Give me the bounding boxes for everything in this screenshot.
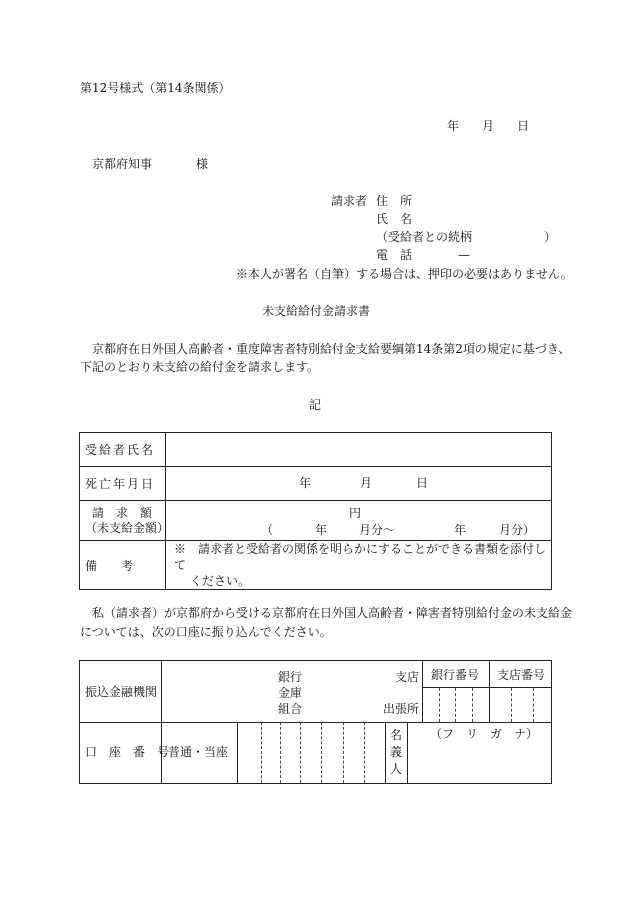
addressee: 京都府知事	[92, 157, 153, 171]
account-number-label: 口 座 番 号	[85, 745, 170, 759]
recipient-name-label: 受給者氏名	[80, 433, 166, 467]
bank-table	[79, 660, 552, 784]
phone-dash: —	[458, 248, 470, 262]
period-month-2: 月分）	[499, 522, 536, 537]
account-type-divider	[237, 722, 238, 783]
branch-label: 支店	[395, 670, 420, 684]
period-year-2: 年	[454, 522, 467, 537]
row-divider	[80, 722, 551, 723]
death-month: 月	[360, 475, 373, 490]
col-divider-bankno	[422, 661, 423, 722]
name-label: 氏 名	[376, 212, 413, 226]
holder-divider-2	[407, 722, 408, 783]
holder-label-1: 名	[390, 728, 403, 742]
bank-number-label: 銀行番号	[431, 668, 480, 682]
branch-number-label: 支店番号	[497, 668, 546, 682]
death-date-field[interactable]	[166, 467, 552, 501]
claim-amount-field[interactable]	[166, 501, 552, 541]
document-title: 未支給給付金請求書	[262, 304, 371, 318]
furigana-label: （フ リ ガ ナ）	[430, 727, 539, 741]
ki-heading: 記	[309, 398, 322, 412]
account-type: 普通・当座	[168, 745, 229, 759]
date-day-label: 日	[517, 119, 530, 133]
claim-amount-label-2: （未支給金額）	[85, 520, 170, 535]
number-header-line	[422, 687, 551, 688]
relation-label: （受給者との続柄	[376, 230, 473, 244]
holder-divider-1	[385, 722, 386, 783]
remarks-label-text: 備 考	[85, 558, 134, 573]
claim-amount-label	[80, 501, 170, 541]
kumiai-label: 組合	[278, 702, 303, 716]
date-year-label: 年	[447, 119, 460, 133]
recipient-name-field[interactable]	[166, 433, 552, 467]
yen-unit: 円	[349, 505, 362, 520]
death-year: 年	[299, 475, 312, 490]
date-month-label: 月	[482, 119, 495, 133]
intro-line-2: 下記のとおり未支給の給付金を請求します。	[80, 360, 320, 374]
relation-close: ）	[544, 230, 557, 244]
period-year-1: 年	[315, 522, 328, 537]
signature-note: ※本人が署名（自筆）する場合は、押印の必要はありません。	[236, 267, 573, 281]
payment-line-2: については、次の口座に振り込んでください。	[80, 625, 332, 639]
phone-label: 電 話	[376, 248, 413, 262]
remarks-label	[80, 541, 166, 590]
remarks-field	[166, 541, 552, 590]
col-divider-1	[161, 661, 162, 783]
period-open: （	[261, 522, 274, 537]
death-day: 日	[416, 475, 429, 490]
institution-label: 振込金融機関	[85, 685, 158, 699]
payment-line-1: 私（請求者）が京都府から受ける京都府在日外国人高齢者・障害者特別給付金の未支給金	[92, 606, 573, 620]
holder-label-2: 義	[390, 745, 403, 759]
holder-label-3: 人	[390, 762, 403, 776]
office-label: 出張所	[383, 702, 420, 716]
honorific: 様	[196, 157, 209, 171]
claim-table	[79, 432, 552, 590]
claimant-label: 請求者	[331, 194, 368, 208]
death-date-label: 死亡年月日	[80, 467, 166, 501]
address-label: 住 所	[376, 194, 413, 208]
intro-line-1: 京都府在日外国人高齢者・重度障害者特別給付金支給要綱第14条第2項の規定に基づき、	[92, 342, 571, 356]
shinkin-label: 金庫	[278, 686, 303, 700]
remarks-text-1: ※ 請求者と受給者の関係を明らかにすることができる書類を添付して	[174, 542, 547, 572]
form-number: 第12号様式（第14条関係）	[80, 81, 231, 95]
claim-amount-label-1: 請 求 額	[92, 505, 153, 520]
col-divider-branchno	[489, 661, 490, 722]
period-month-1: 月分〜	[359, 522, 396, 537]
bank-label: 銀行	[278, 670, 303, 684]
remarks-text-2: ください。	[190, 574, 251, 588]
